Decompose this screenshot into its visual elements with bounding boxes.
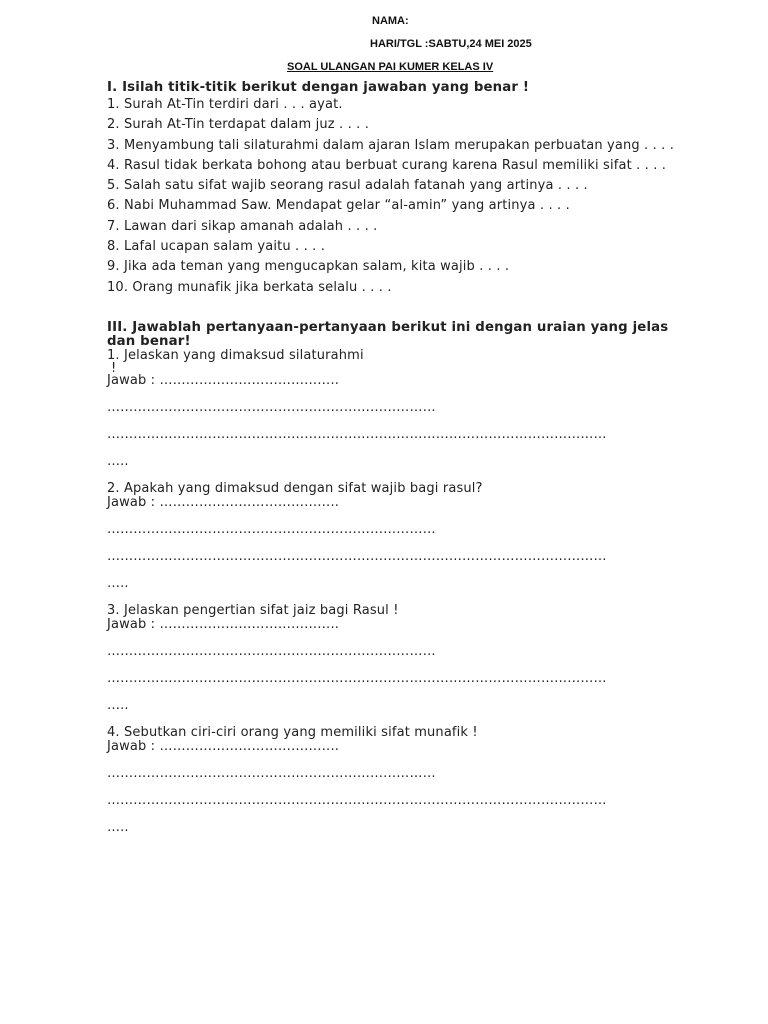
section-3-heading: III. Jawablah pertanyaan-pertanyaan berikut ini dengan uraian yang jelas dan benar! [107,319,669,349]
answer-dots-line: …………………………………………………………………………………………………… [107,427,607,442]
question-item: 8. Lafal ucapan salam yaitu . . . . [107,239,326,255]
essay-question-4 [107,726,679,835]
question-item: 2. Surah At-Tin terdapat dalam juz . . . . [107,117,369,133]
question-item: 5. Salah satu sifat wajib seorang rasul adalah fatanah yang artinya . . . . [107,178,588,194]
essay-question-text: 1. Jelaskan yang dimaksud silaturahmi [107,347,364,363]
question-item: 4. Rasul tidak berkata bohong atau berbuat curang karena Rasul memiliki sifat . . . . [107,157,667,173]
question-item: 1. Surah At-Tin terdiri dari . . . ayat. [107,97,343,112]
answer-dots-tail: ….. [107,819,129,835]
answer-dots-line: ………………………………………………………………… [107,521,436,537]
question-item: 10. Orang munafik jika berkata selalu . . . . [107,279,392,295]
answer-dots-line: …………………………………………………………………………………………………… [107,671,607,686]
answer-label: Jawab : ………………………………….. [107,616,340,632]
name-label: NAMA: [372,15,409,27]
essay-question-tail: ! [111,360,117,376]
answer-dots-line: ………………………………………………………………… [107,643,436,659]
question-item: 9. Jika ada teman yang mengucapkan salam, kita wajib . . . . [107,259,510,275]
answer-label: Jawab : ………………………………….. [107,494,340,510]
essay-question-1 [107,349,679,469]
answer-dots-tail: ….. [107,575,129,591]
answer-dots-line: …………………………………………………………………………………………………… [107,793,607,808]
essay-question-3 [107,604,679,713]
section-1-heading: I. Isilah titik-titik berikut dengan jawaban yang benar ! [107,80,530,95]
answer-dots-line: ………………………………………………………………… [107,765,436,781]
question-item: 7. Lawan dari sikap amanah adalah . . . . [107,218,378,234]
worksheet-body [107,81,679,835]
section-fill-in-blank [107,81,679,298]
question-item: 6. Nabi Muhammad Saw. Mendapat gelar “al-amin” yang artinya . . . . [107,198,570,214]
essay-question-text: 2. Apakah yang dimaksud dengan sifat wajib bagi rasul? [107,480,483,496]
answer-dots-line: ………………………………………………………………… [107,399,436,415]
essay-question-text: 4. Sebutkan ciri-ciri orang yang memiliki sifat munafik ! [107,724,478,740]
section-spacer [107,298,679,319]
essay-question-text: 3. Jelaskan pengertian sifat jaiz bagi Rasul ! [107,602,399,618]
document-title: SOAL ULANGAN PAI KUMER KELAS IV [287,61,494,73]
fill-in-blank-list [107,95,679,298]
question-item: 3. Menyambung tali silaturahmi dalam ajaran Islam merupakan perbuatan yang . . . . [107,137,675,153]
day-date-line: HARI/TGL :SABTU,24 MEI 2025 [370,38,532,50]
answer-label: Jawab : ………………………………….. [107,372,340,388]
answer-label: Jawab : ………………………………….. [107,738,340,754]
answer-dots-line: …………………………………………………………………………………………………… [107,549,607,564]
section-essay [107,321,679,835]
answer-dots-tail: ….. [107,697,129,713]
essay-question-2 [107,482,679,591]
answer-dots-tail: ….. [107,453,129,469]
